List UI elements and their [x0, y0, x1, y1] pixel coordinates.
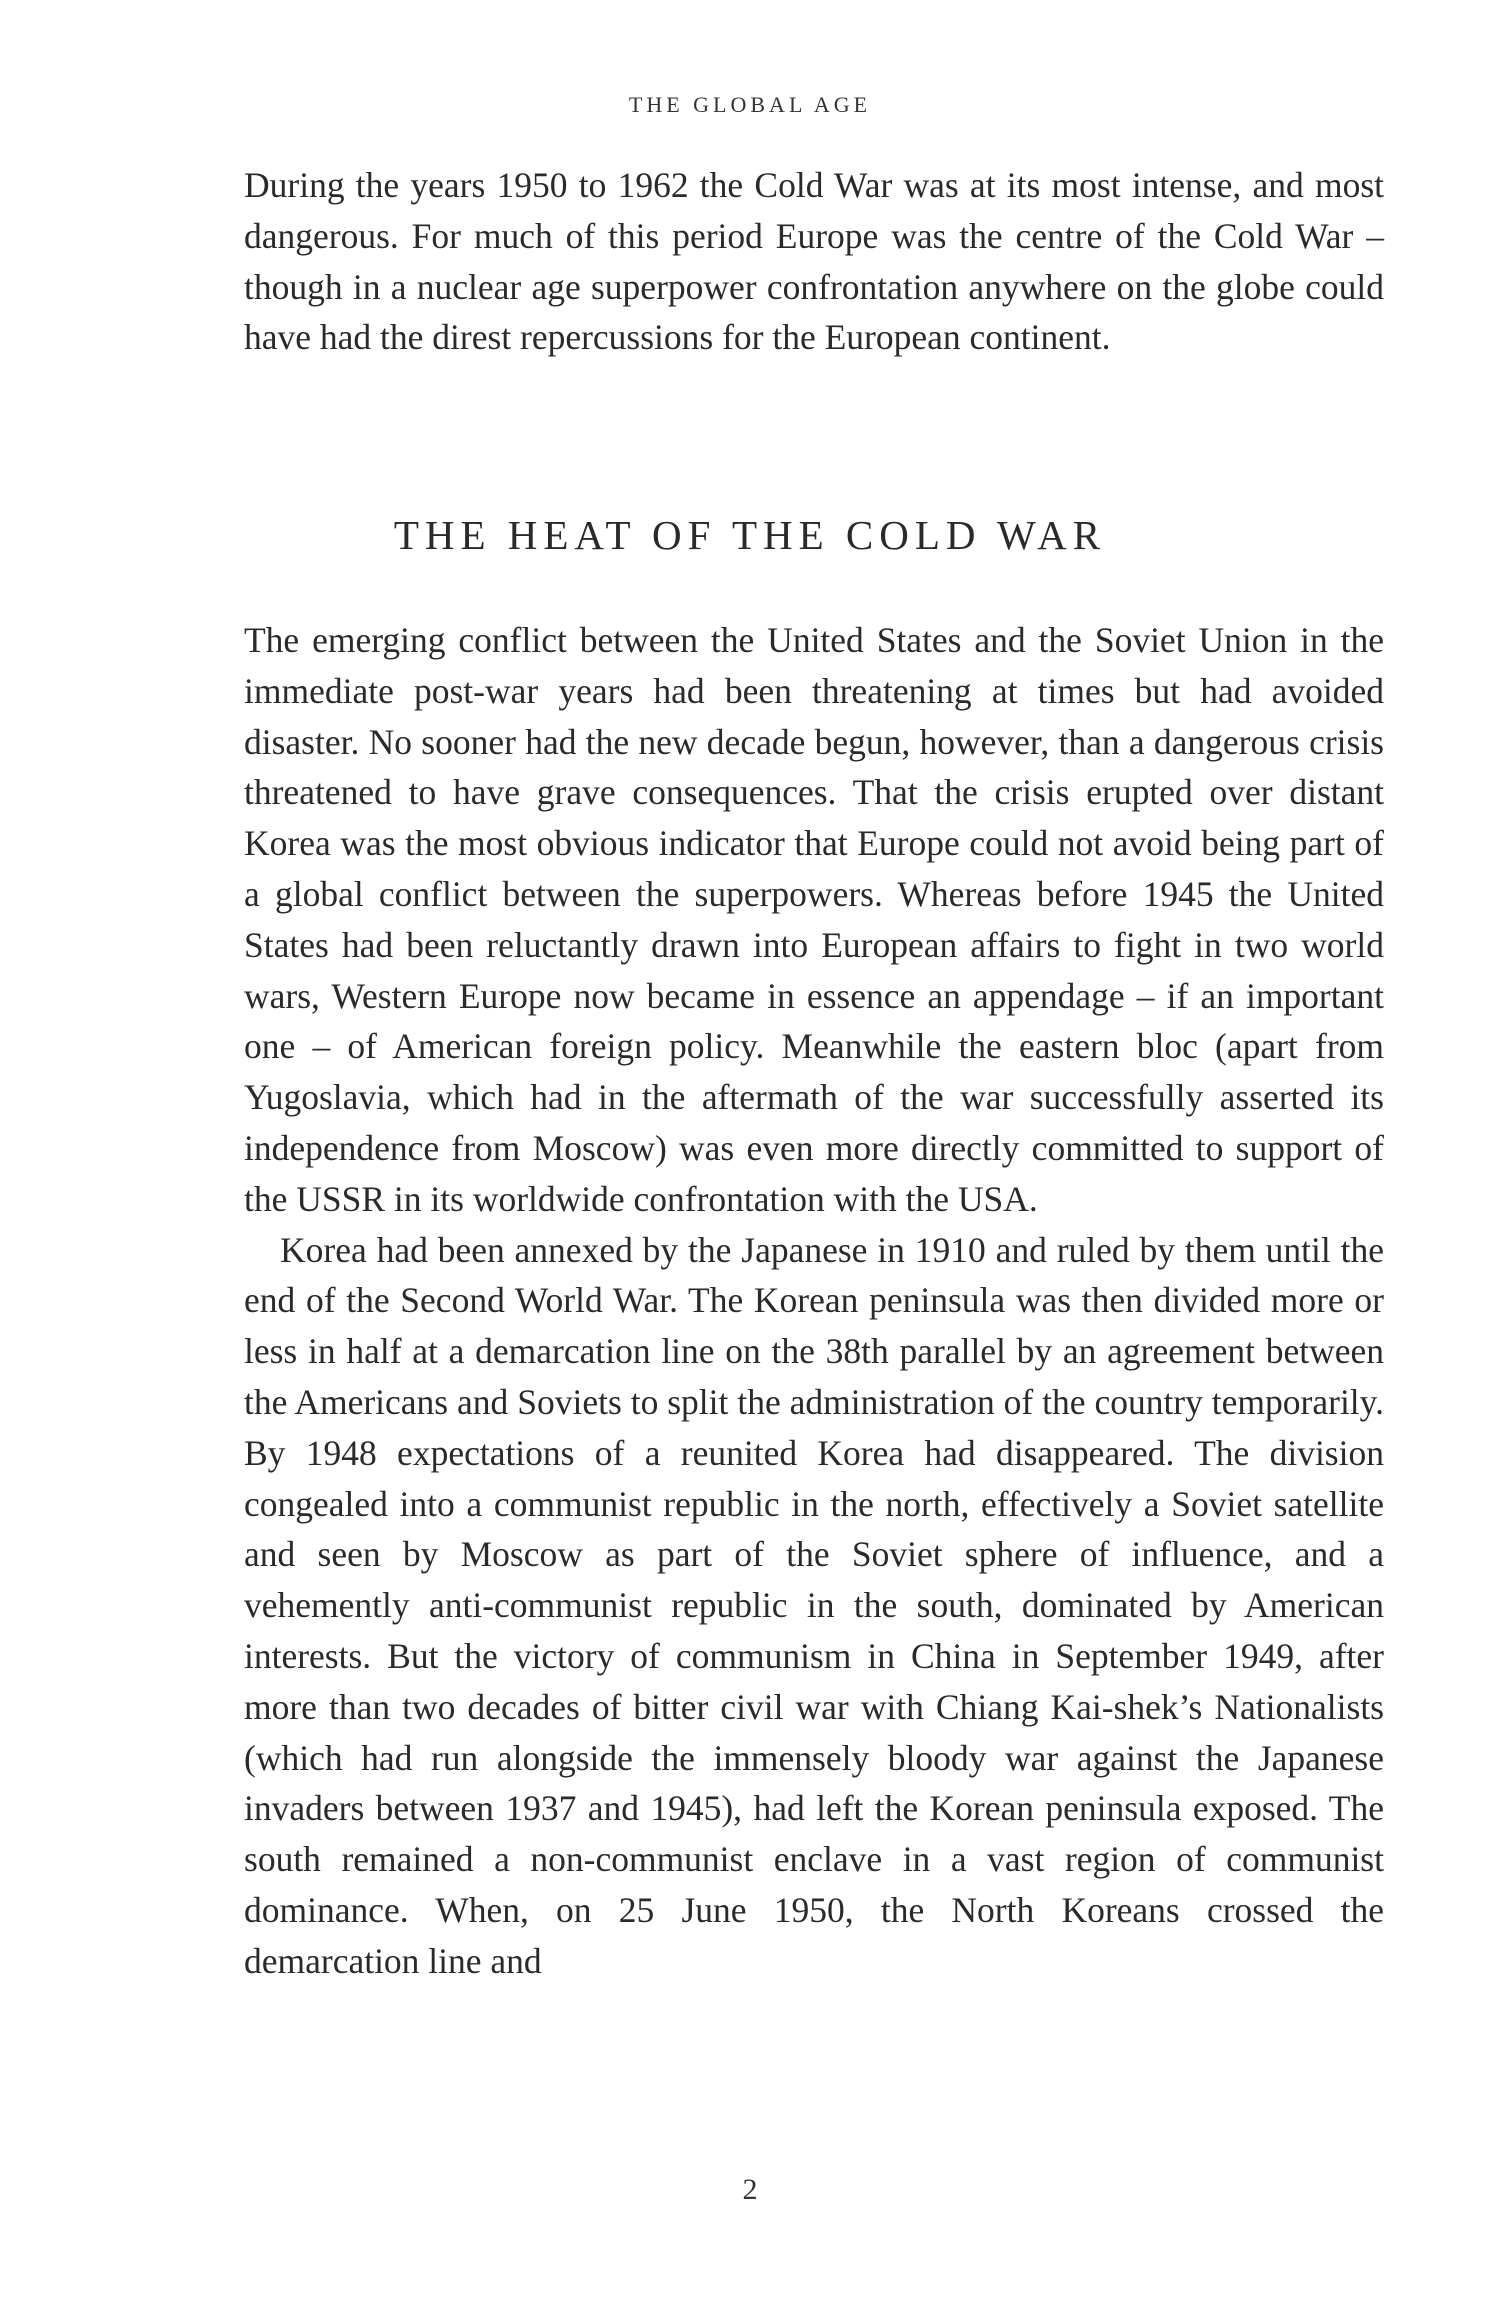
running-head: THE GLOBAL AGE — [628, 92, 872, 117]
intro-paragraph: During the years 1950 to 1962 the Cold War was at its most intense, and most dangerous. For much of this period Europe was the centre of the Cold War – though in a nuclear age superpower confrontation anywhere on the globe could have had the direst repercussions for the European continent. — [244, 165, 1384, 358]
page-number: 2 — [742, 2173, 758, 2206]
main-text-block — [244, 615, 1384, 1987]
body-paragraph: Korea had been annexed by the Japanese in 1910 and ruled by them until the end of the Second World War. The Korean peninsula was then divided more or less in half at a demarcation line on the 38th parallel by an agreement between the Americans and Soviets to split the administration of the country temporarily. By 1948 expectations of a reunited Korea had disappeared. The division congealed into a communist republic in the north, effectively a Soviet satellite and seen by Moscow as part of the Soviet sphere of influence, and a vehemently anti-communist republic in the south, dominated by American interests. But the victory of communism in China in September 1949, after more than two decades of bitter civil war with Chiang Kai-shek’s Nationalists (which had run alongside the immensely bloody war against the Japanese invaders between 1937 and 1945), had left the Korean peninsula exposed. The south remained a non-communist enclave in a vast region of communist dominance. When, on 25 June 1950, the North Koreans crossed the demarcation line and — [244, 1229, 1384, 1981]
intro-text-block — [244, 160, 1384, 363]
body-paragraph: The emerging conflict between the United States and the Soviet Union in the immediate post-war years had been threatening at times but had avoided disaster. No sooner had the new decade begun, however, than a dangerous crisis threatened to have grave consequences. That the crisis erupted over distant Korea was the most obvious indicator that Europe could not avoid being part of a global conflict between the superpowers. Whereas before 1945 the United States had been reluctantly drawn into European affairs to fight in two world wars, Western Europe now became in essence an appendage – if an important one – of American foreign policy. Meanwhile the eastern bloc (apart from Yugoslavia, which had in the aftermath of the war successfully asserted its independence from Moscow) was even more directly committed to support of the USSR in its worldwide confrontation with the USA. — [244, 620, 1384, 1219]
section-title: THE HEAT OF THE COLD WAR — [393, 512, 1107, 558]
